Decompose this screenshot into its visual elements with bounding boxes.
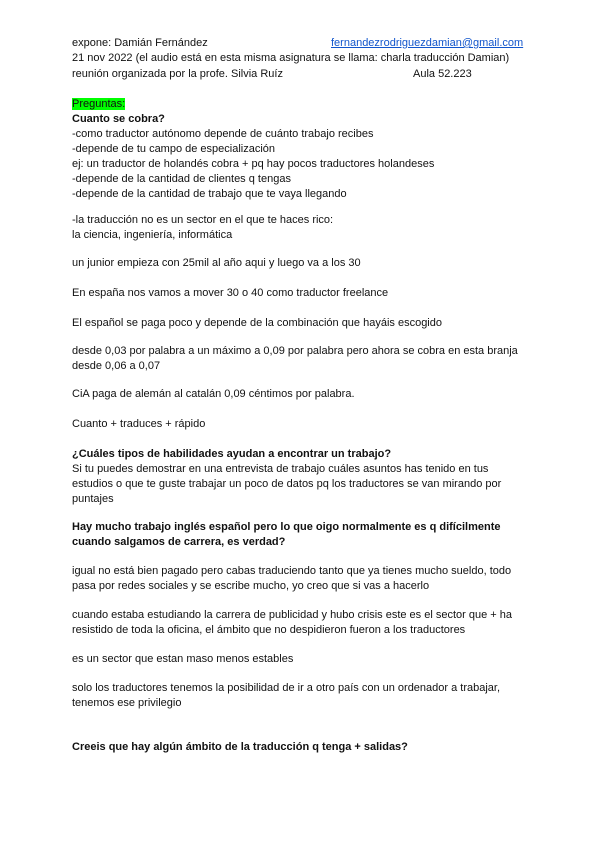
paragraph-line: cuando estaba estudiando la carrera de publicidad y hubo crisis este es el sector que + ha [72, 609, 512, 621]
paragraph-line: tenemos ese privilegio [72, 697, 182, 709]
list-item: -depende de tu campo de especialización [72, 143, 276, 155]
paragraph-line: puntajes [72, 493, 114, 505]
paragraph-line: la ciencia, ingeniería, informática [72, 229, 233, 241]
paragraph-line: desde 0,03 por palabra a un máximo a 0,09 por palabra pero ahora se cobra en esta branja [72, 345, 518, 357]
preguntas-heading [72, 97, 125, 112]
paragraph-line: desde 0,06 a 0,07 [72, 360, 161, 372]
date-line: 21 nov 2022 (el audio está en esta misma asignatura se llama: charla traducción Damian) [72, 52, 510, 64]
paragraph-line: El español se paga poco y depende de la combinación que hayáis escogido [72, 317, 442, 329]
paragraph-line: pasa por redes sociales y se escribe mucho, yo creo que si vas a hacerlo [72, 580, 430, 592]
question-heading: Cuanto se cobra? [72, 113, 165, 125]
email-link[interactable]: fernandezrodriguezdamian@gmail.com [331, 37, 524, 49]
paragraph-line: Si tu puedes demostrar en una entrevista de trabajo cuáles asuntos has tenido en tus [72, 463, 489, 475]
list-item: -depende de la cantidad de clientes q tengas [72, 173, 291, 185]
room-label: Aula 52.223 [413, 68, 472, 80]
paragraph-line: En españa nos vamos a mover 30 o 40 como traductor freelance [72, 287, 389, 299]
question-heading: cuando salgamos de carrera, es verdad? [72, 536, 286, 548]
paragraph-line: es un sector que estan maso menos estables [72, 653, 294, 665]
question-heading: ¿Cuáles tipos de habilidades ayudan a encontrar un trabajo? [72, 448, 392, 460]
question-heading: Creeis que hay algún ámbito de la traducción q tenga + salidas? [72, 741, 408, 753]
paragraph-line: -la traducción no es un sector en el que te haces rico: [72, 214, 334, 226]
preguntas-highlight: Preguntas: [72, 98, 126, 110]
list-item: -como traductor autónomo depende de cuánto trabajo recibes [72, 128, 374, 140]
paragraph-line: un junior empieza con 25mil al año aqui y luego va a los 30 [72, 257, 361, 269]
list-item: ej: un traductor de holandés cobra + pq hay pocos traductores holandeses [72, 158, 435, 170]
paragraph-line: solo los traductores tenemos la posibilidad de ir a otro país con un ordenador a trabajar, [72, 682, 501, 694]
organizer-line: reunión organizada por la profe. Silvia Ruíz [72, 68, 283, 80]
paragraph-line: resistido de toda la oficina, el ámbito que no despidieron fueron a los traductores [72, 624, 466, 636]
paragraph-line: estudios o que te guste trabajar un poco de datos pq los traductores se van mirando por [72, 478, 502, 490]
paragraph-line: Cuanto + traduces + rápido [72, 418, 206, 430]
presenter-line: expone: Damián Fernández [72, 37, 208, 49]
question-heading: Hay mucho trabajo inglés español pero lo que oigo normalmente es q difícilmente [72, 521, 501, 533]
paragraph-line: igual no está bien pagado pero cabas traduciendo tanto que ya tienes mucho sueldo, todo [72, 565, 512, 577]
paragraph-line: CiA paga de alemán al catalán 0,09 céntimos por palabra. [72, 388, 355, 400]
list-item: -depende de la cantidad de trabajo que te vaya llegando [72, 188, 347, 200]
